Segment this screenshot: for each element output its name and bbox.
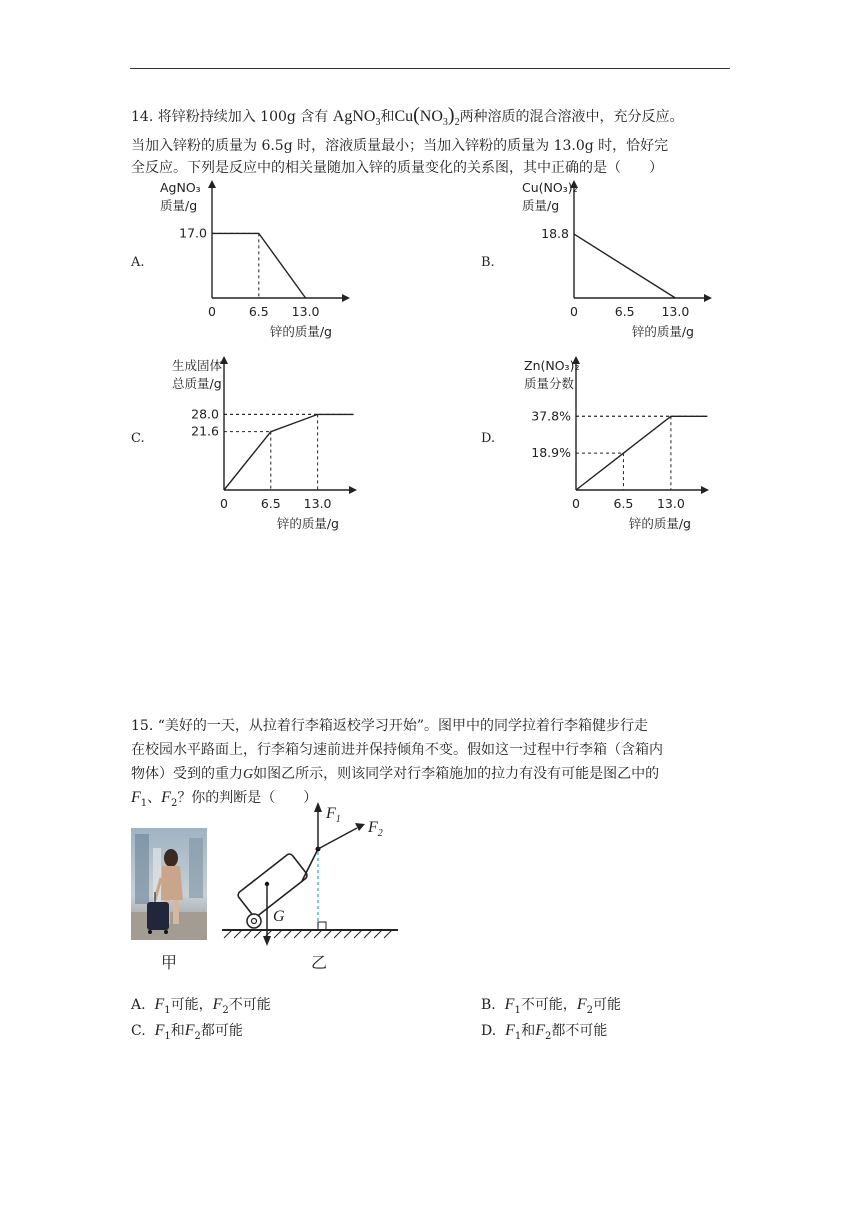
q15-option-b[interactable]: B. $F_1$不可能，$F_2$可能 (481, 996, 621, 1016)
right-angle-mark (318, 922, 326, 930)
q14-option-b-label[interactable]: B. (481, 255, 495, 270)
q15-line2: 在校园水平路面上，行李箱匀速前进并保持倾角不变。假如这一过程中行李箱（含箱内 (131, 742, 663, 758)
q14-option-d-label[interactable]: D. (481, 431, 496, 446)
x-tick-label: 6.5 (613, 496, 634, 511)
q14-option-a-label[interactable]: A. (131, 255, 145, 270)
y-axis-label-line1: AgNO₃ (160, 180, 201, 195)
q14-line2: 当加入锌粉的质量为 6.5g 时，溶液质量最小；当加入锌粉的质量为 13.0g 时，恰好完 (131, 138, 669, 154)
x-tick-label: 0 (572, 496, 580, 511)
x-axis-arrow (342, 294, 350, 302)
y-axis-label-line1: 生成固体 (172, 358, 223, 373)
x-tick-label: 6.5 (614, 304, 635, 319)
gravity-symbol: G (243, 767, 254, 782)
ground-hatching (224, 930, 392, 938)
formula-cuno3: $Cu(NO_3)_2$ (394, 104, 460, 129)
y-tick-label: 37.8% (531, 408, 571, 424)
q14-and: 和 (380, 109, 395, 125)
x-tick-label: 0 (220, 496, 228, 511)
fig-label-jia: 甲 (161, 953, 178, 972)
q15-option-c[interactable]: C. $F_1$和$F_2$都可能 (131, 1022, 243, 1042)
y-axis-label-line2: 质量/g (160, 198, 198, 213)
q15-line4: $F_1$、$F_2$？你的判断是（ ） (131, 789, 318, 809)
chart-option-c (150, 356, 370, 531)
q14-line1-post: 两种溶质的混合溶液中，充分反应。 (459, 109, 684, 125)
q15-option-d[interactable]: D. $F_1$和$F_2$都不可能 (481, 1022, 608, 1042)
header-rule (130, 68, 730, 69)
x-tick-label: 0 (570, 304, 578, 319)
x-axis-arrow (704, 294, 712, 302)
x-axis-label: 锌的质量/g (628, 516, 691, 531)
x-axis-label: 锌的质量/g (631, 324, 694, 339)
x-axis-label: 锌的质量/g (269, 324, 332, 339)
q14-number: 14. (131, 109, 154, 125)
y-axis-label-line2: 质量/g (522, 198, 560, 213)
q15-line1-text: “美好的一天，从拉着行李箱返校学习开始”。图甲中的同学拉着行李箱健步行走 (157, 718, 649, 734)
q15-number: 15. (131, 718, 154, 734)
x-tick-label: 13.0 (656, 496, 685, 511)
handle-line (302, 849, 318, 881)
gravity-label: G (273, 908, 285, 925)
x-tick-label: 6.5 (260, 496, 281, 511)
y-axis-label-line1: Zn(NO₃)₂ (524, 358, 580, 373)
x-tick-label: 13.0 (303, 496, 332, 511)
x-tick-label: 13.0 (291, 304, 320, 319)
x-tick-label: 0 (208, 304, 216, 319)
q14-option-c-label[interactable]: C. (131, 431, 145, 446)
y-tick-label: 21.6 (191, 423, 219, 439)
f2-label: $F_2$ (368, 819, 383, 839)
q15-option-a[interactable]: A. $F_1$可能，$F_2$不可能 (131, 996, 271, 1016)
force-diagram (220, 800, 400, 950)
x-axis-label: 锌的质量/g (276, 516, 339, 531)
photo-student-with-suitcase (131, 828, 207, 940)
q14-line3: 全反应。下列是反应中的相关量随加入锌的质量变化的关系图，其中正确的是（ ） (131, 160, 663, 176)
y-tick-label: 18.8 (541, 226, 569, 242)
chart-option-b (500, 178, 720, 348)
y-axis-arrow (208, 180, 216, 188)
chart-option-d (500, 356, 720, 531)
chart-option-a (150, 178, 370, 348)
y-tick-label: 18.9% (531, 445, 571, 461)
q15-line1 (131, 714, 648, 738)
series-line (574, 234, 675, 298)
x-axis-arrow (349, 486, 357, 494)
f1-label: $F_1$ (326, 805, 341, 825)
x-tick-label: 6.5 (248, 304, 269, 319)
q14-line1-pre: 将锌粉持续加入 100g 含有 (157, 109, 329, 125)
f2-arrow (318, 828, 357, 849)
y-axis-label-line1: Cu(NO₃)₂ (522, 180, 578, 195)
y-axis-label-line2: 总质量/g (172, 376, 222, 391)
y-tick-label: 17.0 (179, 225, 207, 241)
fig-label-yi: 乙 (311, 953, 328, 972)
q15-line3: 物体）受到的重力G如图乙所示，则该同学对行李箱施加的拉力有没有可能是图乙中的 (131, 766, 660, 782)
series-line (224, 414, 354, 490)
x-axis-arrow (701, 486, 709, 494)
q14-line1 (131, 103, 684, 135)
x-tick-label: 13.0 (661, 304, 690, 319)
y-axis-label-line2: 质量分数 (524, 376, 575, 391)
formula-agno3: AgNO$_3$ (332, 108, 381, 129)
y-tick-label: 28.0 (191, 406, 219, 422)
